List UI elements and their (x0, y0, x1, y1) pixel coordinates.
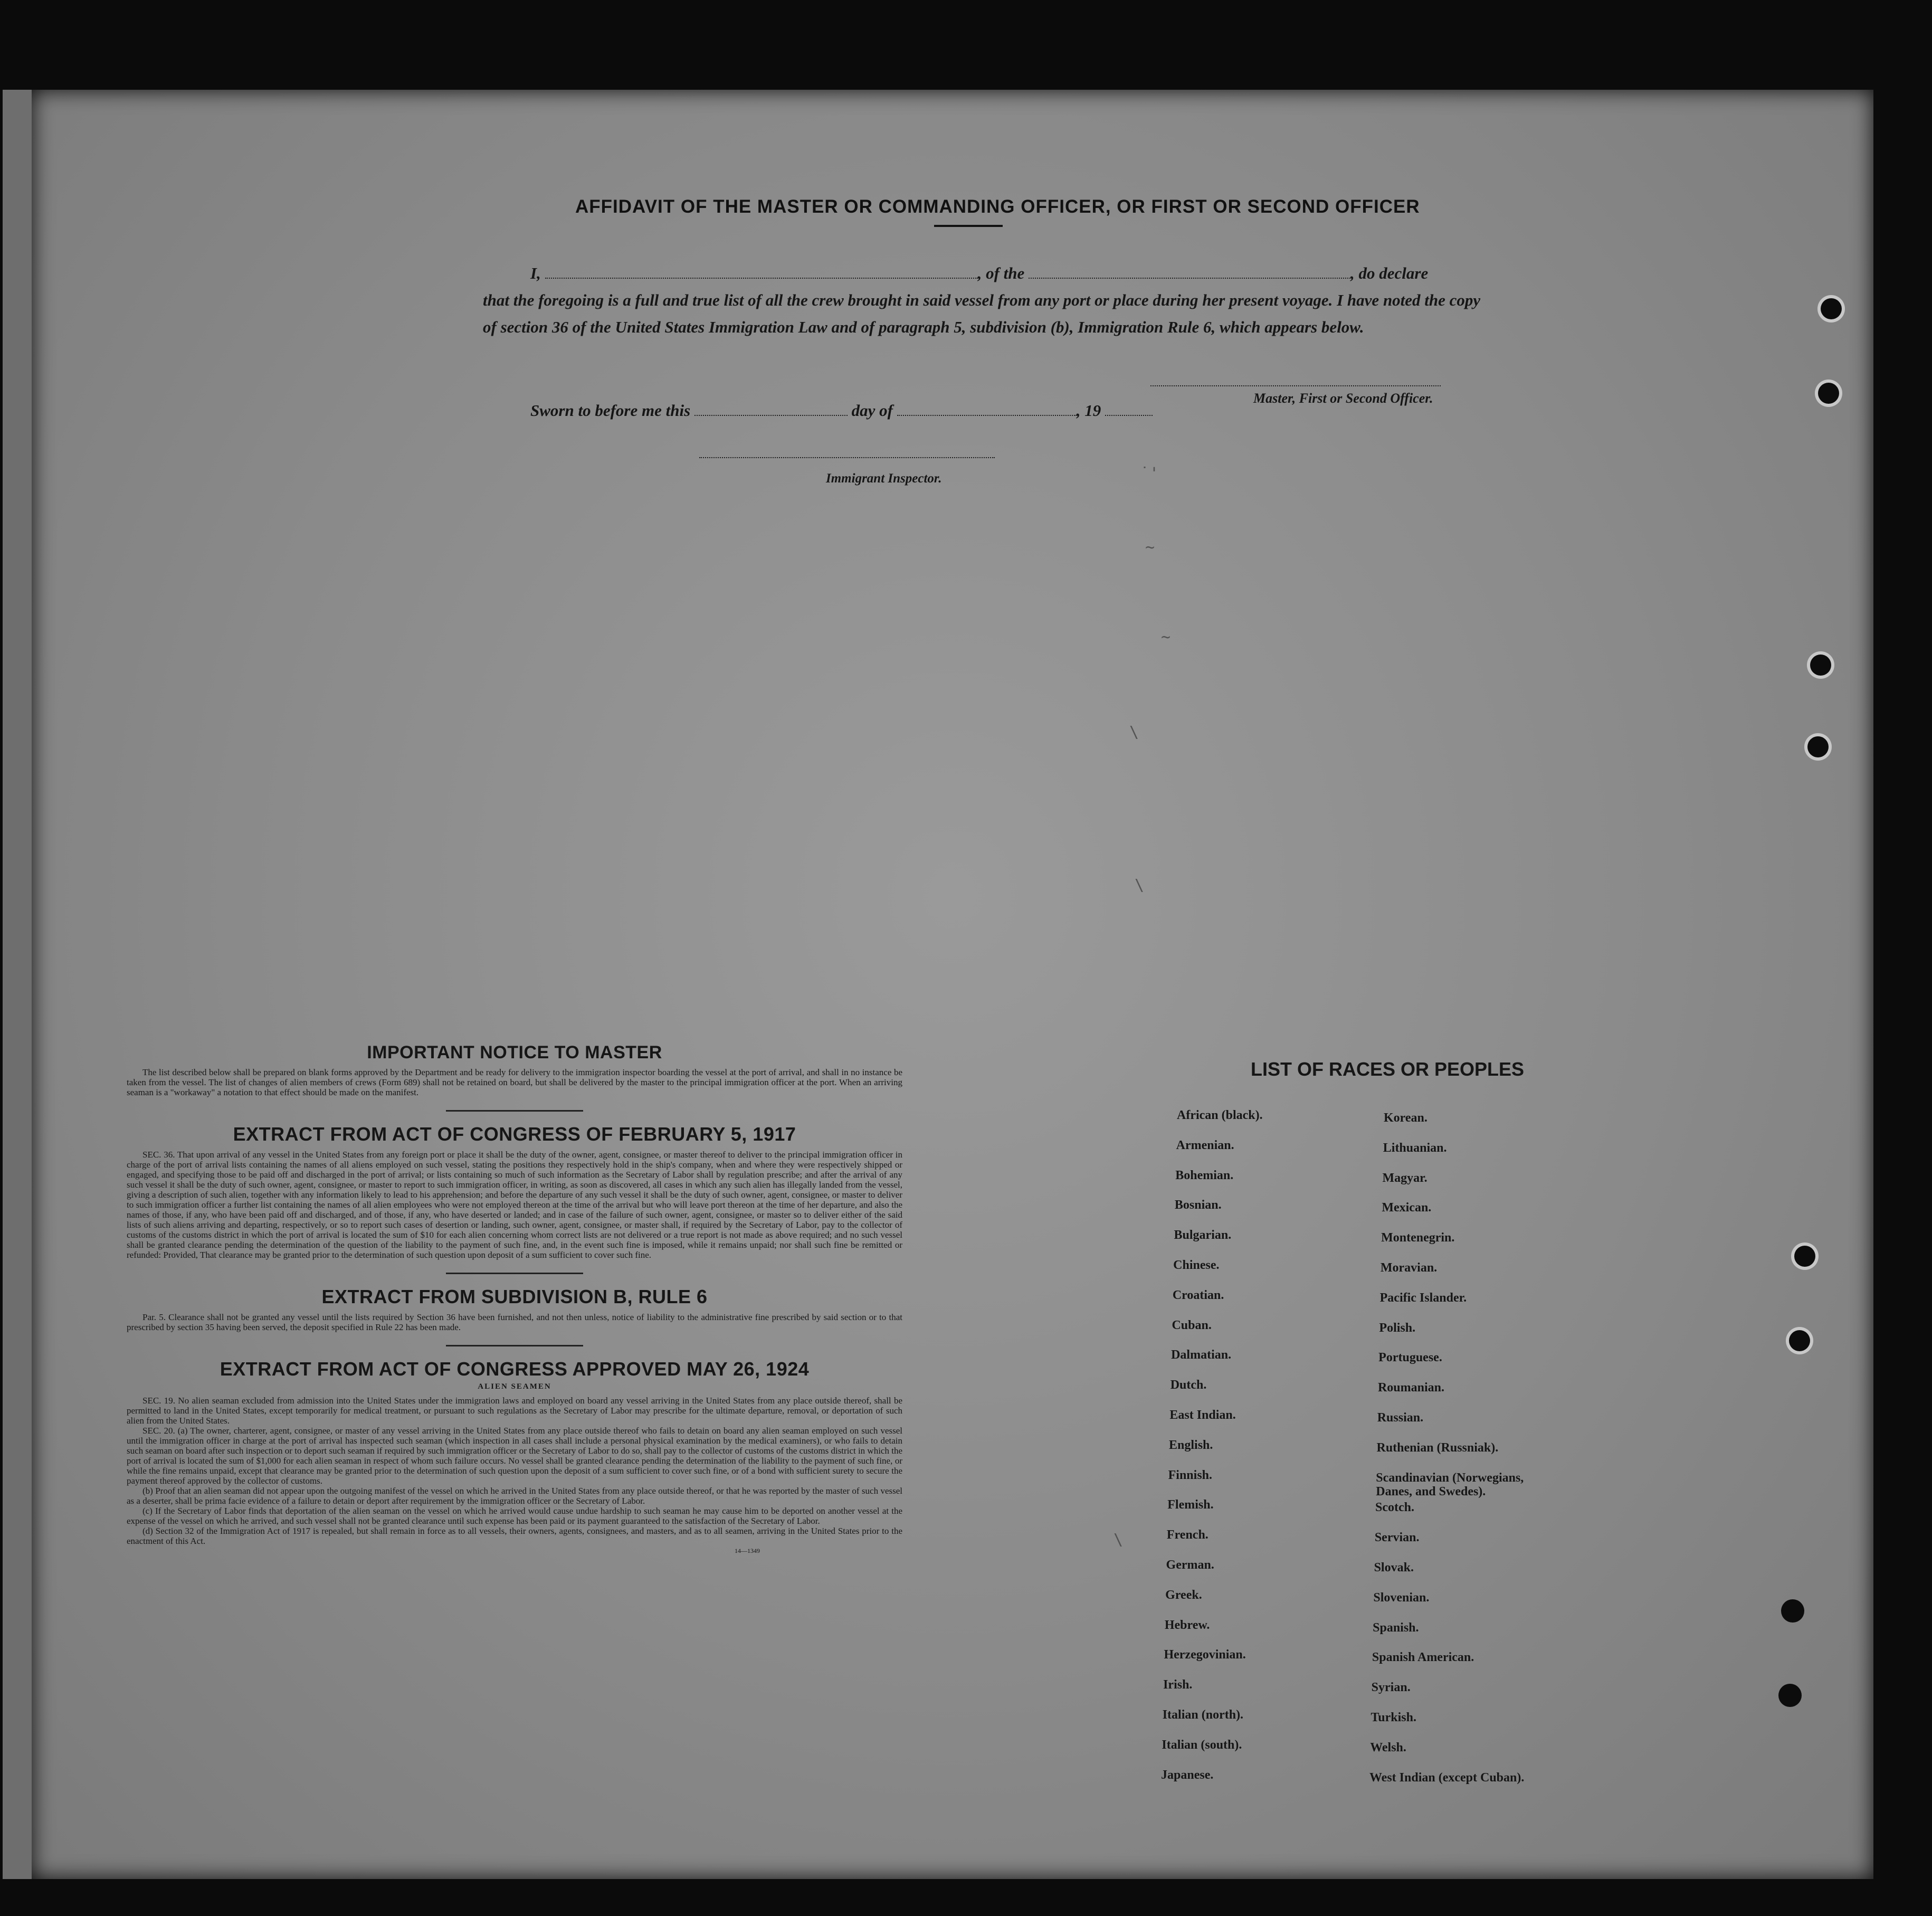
extract-1917-title: EXTRACT FROM ACT OF CONGRESS OF FEBRUARY 5, 1917 (233, 1123, 796, 1145)
race-item: Turkish. (1371, 1711, 1416, 1724)
race-item: African (black). (1177, 1108, 1263, 1122)
binder-hole (1789, 1330, 1810, 1351)
binder-hole (1810, 655, 1831, 676)
vessel-name-field[interactable] (1029, 278, 1350, 279)
signature-line[interactable] (1150, 385, 1441, 386)
race-item: Magyar. (1382, 1171, 1427, 1185)
bleed-through-mark: ~ (1145, 538, 1155, 557)
signature-label: Master, First or Second Officer. (1253, 391, 1433, 406)
sworn-year-field[interactable] (1105, 415, 1153, 416)
race-item: Dutch. (1170, 1378, 1207, 1392)
race-item: Servian. (1374, 1531, 1420, 1545)
section-divider (446, 1345, 583, 1346)
bleed-through-mark: \ (1129, 723, 1139, 742)
race-item: Bohemian. (1175, 1168, 1234, 1182)
race-item: Polish. (1379, 1321, 1416, 1335)
extract-1924-title: EXTRACT FROM ACT OF CONGRESS APPROVED MAY 26, 1924 (220, 1358, 810, 1380)
inspector-label: Immigrant Inspector. (826, 471, 942, 486)
race-item: Welsh. (1370, 1740, 1406, 1754)
sec19-text: SEC. 19. No alien seaman excluded from admission into the United States under the immigration laws and employed on board any vessel arriving in the United States from any place outside thereof, shall be permitted to land in the United States, except temporarily for medical treatment, or pursuant to such regulations as the Secretary of Labor may prescribe for the ultimate departure, removal, or deportation of such alien from the United States. (127, 1396, 902, 1426)
notice-text: The list described below shall be prepared on blank forms approved by the Department and be ready for delivery to the immigration inspector boarding the vessel at the port of arrival, and shall in no instance be taken from the vessel. The list of changes of alien members of crews (Form 689) shall not be retained on board, but shall be delivered by the master to the principal immigration officer at the port. When an arriving seaman is a "workaway" a notation to that effect should be made on the manifest. (127, 1067, 902, 1097)
race-item: Scandinavian (Norwegians, Danes, and Swedes). (1376, 1471, 1524, 1498)
binder-hole (1821, 298, 1842, 319)
extract-1917-text: SEC. 36. That upon arrival of any vessel in the United States from any foreign port or place it shall be the duty of the owner, agent, consignee, or master thereof to deliver to the principal immigration officer in charge of the port of arrival lists containing the names of all aliens employed on such vessel, stating the positions they respectively hold in the ship's company, when and where they were respectively shipped or engaged, and specifying those to be paid off and discharged in the port of arrival; or lists containing so much of such information as the Secretary of Labor shall by regulation prescribe; and after the arrival of any such vessel it shall be the duty of such owner, agent, consignee, or master to report to such immigration officer, in writing, as soon as discovered, all cases in which any such alien has illegally landed from the vessel, giving a description of such alien, together with any information likely to lead to his apprehension; and before the departure of any such vessel it shall be the duty of such owner, agent, consignee, or master to deliver to such immigration officer a further list containing the names of all alien employees who were not employed thereon at the time of the arrival but who will leave port thereon at the time of her departure, and also the names of those, if any, who have been paid off and discharged, and of those, if any, who have deserted or landed; and in case of the failure of such owner, agent, consignee, or master so to deliver either of the said lists of such aliens arriving and departing, respectively, or so to report such cases of desertion or landing, such owner, agent, consignee, or master shall, if required by the Secretary of Labor, pay to the collector of customs of the customs district in which the port of arrival is located the sum of $10 for each alien concerning whom correct lists are not delivered or a true report is not made as above required; and no such vessel shall be granted clearance pending the determination of the question of the liability to the payment of such fine, and, in the event such fine is imposed, while it remains unpaid; nor shall such fine be remitted or refunded: Provided, That clearance may be granted prior to the determination of such question upon deposit of a sum sufficient to cover such fine. (127, 1150, 902, 1260)
race-item: Dalmatian. (1171, 1348, 1232, 1362)
title-divider (934, 225, 1003, 227)
form-sheet (32, 90, 1873, 1879)
left-edge-strip (3, 90, 32, 1879)
declaration-block (483, 260, 1491, 340)
race-item: Flemish. (1167, 1498, 1214, 1512)
race-item: Bosnian. (1174, 1198, 1222, 1212)
bleed-through-mark: ˙' (1140, 464, 1159, 483)
race-item: Slovenian. (1373, 1590, 1430, 1605)
race-item: Cuban. (1172, 1318, 1212, 1332)
race-item: Slovak. (1374, 1561, 1414, 1574)
race-item: Armenian. (1176, 1138, 1234, 1152)
races-title: LIST OF RACES OR PEOPLES (1251, 1058, 1525, 1080)
race-item: Japanese. (1161, 1768, 1214, 1782)
extract-rule6-title: EXTRACT FROM SUBDIVISION B, RULE 6 (321, 1286, 708, 1307)
bleed-through-mark: ~ (1161, 628, 1171, 647)
sworn-month-field[interactable] (897, 415, 1077, 416)
race-item: Mexican. (1382, 1201, 1432, 1215)
race-item: Italian (south). (1162, 1738, 1242, 1752)
sec20b-text: (b) Proof that an alien seaman did not appear upon the outgoing manifest of the vessel on which he arrived in the United States from any place outside thereof, or that he was reported by the master of such vessel as a deserter, shall be prima facie evidence of a failure to detain or deport after requirement by the immigration officer or the Secretary of Labor. (127, 1486, 902, 1506)
race-item: Irish. (1163, 1678, 1193, 1692)
sec20d-text: (d) Section 32 of the Immigration Act of 1917 is repealed, but shall remain in force as to all vessels, their owners, agents, consignees, and masters, and as to all seamen, arriving in the United States prior to the enactment of this Act. (127, 1526, 902, 1546)
race-item: Russian. (1377, 1411, 1424, 1425)
race-item: Ruthenian (Russniak). (1376, 1440, 1499, 1455)
binder-hole (1794, 1246, 1815, 1267)
race-item: Pacific Islander. (1379, 1291, 1467, 1305)
race-item: Herzegovinian. (1164, 1648, 1246, 1662)
race-item: Lithuanian. (1383, 1141, 1447, 1155)
binder-hole (1778, 1684, 1802, 1707)
sworn-day-field[interactable] (694, 415, 848, 416)
race-item: West Indian (except Cuban). (1369, 1770, 1525, 1785)
race-item: Croatian. (1172, 1288, 1224, 1302)
section-divider (446, 1110, 583, 1112)
i-label: I, (530, 264, 541, 282)
race-item: Portuguese. (1378, 1351, 1442, 1365)
year-label: , 19 (1076, 401, 1101, 420)
sec20c-text: (c) If the Secretary of Labor finds that deportation of the alien seaman on the vessel on which he arrived would cause undue hardship to such seaman he may cause him to be deported on another vessel at the expense of the vessel on which he arrived, and such vessel shall not be granted clearance until such expense has been paid or its payment guaranteed to the satisfaction of the Secretary of Labor. (127, 1506, 902, 1526)
binder-hole (1818, 383, 1839, 404)
race-item: Italian (north). (1162, 1708, 1244, 1722)
binder-hole (1807, 736, 1829, 757)
bleed-through-mark: \ (1135, 876, 1145, 895)
day-of-label: day of (851, 401, 893, 420)
race-item: Roumanian. (1377, 1381, 1444, 1395)
race-item: Korean. (1384, 1111, 1427, 1125)
sec20a-text: SEC. 20. (a) The owner, charterer, agent, consignee, or master of any vessel arriving in the United States from any place outside thereof who fails to detain on board any alien seaman employed on such vessel until the immigration officer in charge at the port of arrival has inspected such seaman (which inspection in all cases shall include a personal physical examination by the medical examiners), or who fails to detain such seaman on board after such inspection or to deport such seaman if required by such immigration officer or the Secretary of Labor to do so, shall pay to the collector of customs of the customs district in which the port of arrival is located the sum of $1,000 for each alien seaman in respect of whom such failure occurs. No vessel shall be granted clearance pending the determination of the liability to the payment of such fine, or while the fine remains unpaid, except that clearance may be granted prior to the determination of such question upon the deposit of a sum sufficient to cover such fine, or of a bond with sufficient surety to secure the payment thereof approved by the collector of customs. (127, 1426, 902, 1486)
race-item: English. (1169, 1438, 1213, 1452)
sworn-line (530, 401, 1153, 420)
race-item: Spanish American. (1372, 1651, 1474, 1665)
of-the-label: , of the (977, 264, 1025, 282)
race-item: Greek. (1165, 1588, 1202, 1602)
race-item: Bulgarian. (1174, 1228, 1232, 1242)
race-item: Montenegrin. (1381, 1231, 1455, 1245)
race-item: Finnish. (1168, 1468, 1213, 1482)
race-item: Scotch. (1375, 1501, 1415, 1515)
extract-rule6-text: Par. 5. Clearance shall not be granted any vessel until the lists required by Section 36 have been furnished, and not then unless, notice of liability to the administrative fine prescribed by said section or to that prescribed by section 35 having been served, the deposit specified in Rule 22 has been made. (127, 1312, 902, 1332)
notice-title: IMPORTANT NOTICE TO MASTER (367, 1042, 662, 1063)
do-declare-label: , do declare (1350, 264, 1429, 282)
officer-name-field[interactable] (545, 278, 978, 279)
inspector-signature-line[interactable] (699, 457, 995, 458)
notices-column (127, 1042, 902, 1555)
race-item: Syrian. (1371, 1681, 1411, 1695)
binder-hole (1781, 1599, 1804, 1623)
alien-seamen-subtitle: ALIEN SEAMEN (478, 1382, 551, 1391)
sworn-label: Sworn to before me this (530, 401, 691, 420)
affidavit-title: AFFIDAVIT OF THE MASTER OR COMMANDING OFFICER, OR FIRST OR SECOND OFFICER (575, 196, 1420, 217)
race-item: Moravian. (1380, 1261, 1438, 1275)
section-divider (446, 1273, 583, 1274)
race-item: Spanish. (1373, 1620, 1419, 1635)
race-item: East Indian. (1169, 1408, 1236, 1422)
race-item: French. (1166, 1528, 1208, 1542)
declaration-text: that the foregoing is a full and true list of all the crew brought in said vessel from any port or place during her present voyage. I have noted the copy of section 36 of the United States Immigration Law and of paragraph 5, subdivision (b), Immigration Rule 6, which appears below. (483, 291, 1481, 336)
race-item: Hebrew. (1164, 1618, 1210, 1632)
form-code: 14—1349 (735, 1547, 760, 1554)
race-item: German. (1166, 1558, 1214, 1572)
bleed-through-mark: \ (1113, 1531, 1124, 1549)
race-item: Chinese. (1173, 1258, 1220, 1272)
